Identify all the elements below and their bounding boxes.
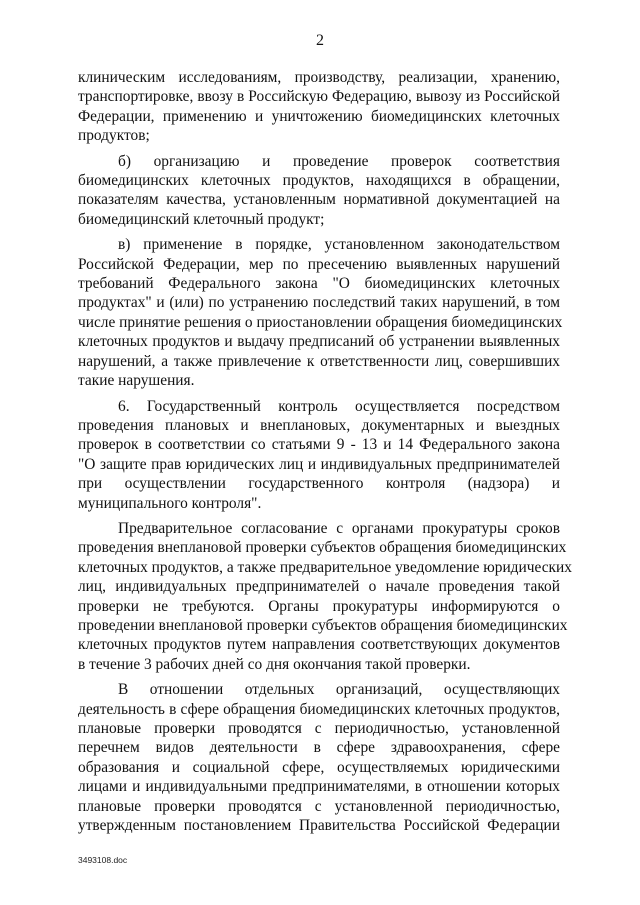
text-line: нарушений, а также привлечение к ответственности лиц, совершивших bbox=[78, 352, 560, 370]
text-line: клиническим исследованиям, производству, реализации, хранению, bbox=[78, 69, 560, 86]
text-line: проверки не требуются. Органы прокуратуры информируются о bbox=[78, 597, 560, 615]
text-line: лицами и индивидуальными предпринимателями, в отношении которых bbox=[78, 778, 560, 796]
text-line: проведения внеплановой проверки субъектов обращения биомедицинских bbox=[78, 539, 567, 557]
text-line: транспортировке, ввозу в Российскую Федерацию, вывозу из Российской bbox=[78, 88, 560, 106]
text-line: продуктов; bbox=[78, 127, 150, 145]
text-line: Федерации, применению и уничтожению биомедицинских клеточных bbox=[78, 107, 560, 125]
document-filename-footer: 3493108.doc bbox=[78, 855, 128, 865]
text-line: муниципального контроля". bbox=[78, 494, 262, 512]
text-line: биомедицинский клеточный продукт; bbox=[78, 210, 325, 228]
text-line: б) организацию и проведение проверок соответствия bbox=[118, 152, 560, 170]
page-number: 2 bbox=[316, 32, 324, 49]
text-line: деятельность в сфере обращения биомедицинских клеточных продуктов, bbox=[78, 700, 560, 718]
text-line: утвержденным постановлением Правительства Российской Федерации bbox=[78, 817, 560, 835]
text-line: плановые проверки проводятся с установленной периодичностью, bbox=[78, 797, 560, 815]
paragraph-continuation bbox=[78, 68, 560, 146]
text-line: Российской Федерации, мер по пресечению выявленных нарушений bbox=[78, 255, 560, 273]
document-body bbox=[78, 68, 572, 841]
text-line: показателям качества, установленным нормативной документацией на bbox=[78, 191, 560, 209]
text-line: проверок в соответствии со статьями 9 - 13 и 14 Федерального закона bbox=[78, 436, 560, 454]
text-line: 6. Государственный контроль осуществляется посредством bbox=[118, 397, 560, 415]
text-line: при осуществлении государственного контроля (надзора) и bbox=[78, 475, 560, 493]
text-line: "О защите прав юридических лиц и индивидуальных предпринимателей bbox=[78, 455, 560, 473]
text-line: образования и социальной сфере, осуществляемых юридическими bbox=[78, 758, 560, 776]
text-line: такие нарушения. bbox=[78, 372, 195, 390]
text-line: проведения плановых и внеплановых, документарных и выездных bbox=[78, 416, 560, 434]
paragraph-section-6 bbox=[78, 397, 560, 513]
text-line: числе принятие решения о приостановлении обращения биомедицинских bbox=[78, 313, 563, 331]
text-line: перечнем видов деятельности в сфере здравоохранения, сфере bbox=[78, 739, 560, 757]
text-line: клеточных продуктов и выдачу предписаний об устранении выявленных bbox=[78, 333, 560, 351]
text-line: требований Федерального закона "О биомедицинских клеточных bbox=[78, 275, 560, 293]
paragraph-prosecutor-approval bbox=[78, 519, 572, 674]
paragraph-item-b bbox=[78, 152, 560, 230]
text-line: клеточных продуктов, а также предварительное уведомление юридических bbox=[78, 558, 572, 576]
paragraph-planned-inspections bbox=[78, 680, 560, 835]
text-line: лиц, индивидуальных предпринимателей о начале проведения такой bbox=[78, 578, 560, 596]
text-line: продуктах" и (или) по устранению последствий таких нарушений, в том bbox=[78, 294, 560, 312]
text-line: плановые проверки проводятся с периодичностью, установленной bbox=[78, 720, 560, 737]
text-line: в течение 3 рабочих дней со дня окончания такой проверки. bbox=[78, 655, 471, 673]
paragraph-item-v bbox=[78, 235, 563, 390]
text-line: В отношении отдельных организаций, осуществляющих bbox=[118, 681, 560, 699]
text-line: проведении внеплановой проверки субъектов обращения биомедицинских bbox=[78, 616, 568, 634]
text-line: в) применение в порядке, установленном законодательством bbox=[118, 236, 560, 254]
text-line: биомедицинских клеточных продуктов, находящихся в обращении, bbox=[78, 172, 560, 190]
text-line: Предварительное согласование с органами прокуратуры сроков bbox=[118, 519, 560, 537]
text-line: клеточных продуктов путем направления соответствующих документов bbox=[78, 636, 560, 654]
